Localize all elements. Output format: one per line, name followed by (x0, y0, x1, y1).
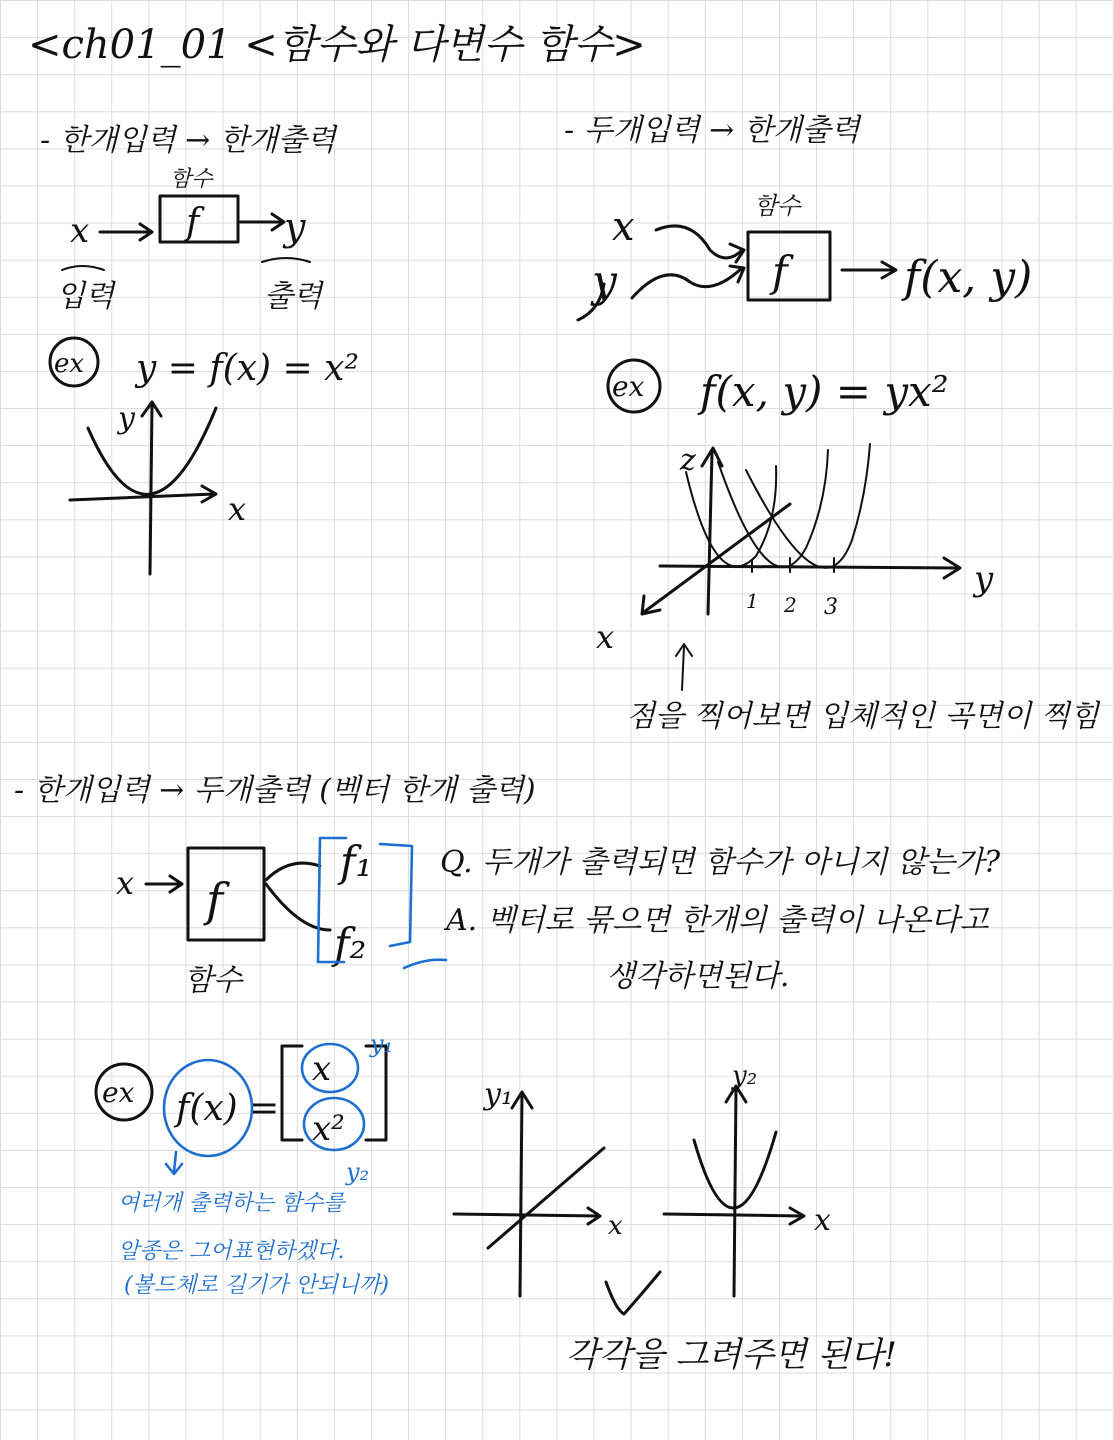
section3-blue-note-2: 알종은 그어표현하겠다. (118, 1239, 345, 1264)
section2-box-label: f (772, 247, 788, 296)
section1-box-label: f (186, 202, 200, 243)
section3-graph2-y-axis (726, 1086, 746, 1296)
section2-ex-label: ex (612, 370, 645, 403)
section2-arrow-y (632, 266, 744, 298)
section3-graph1-y-label: y₁ (484, 1077, 513, 1112)
section2-tick-1: 1 (746, 589, 759, 613)
section2-curve-1 (686, 466, 776, 567)
section3-example-lhs: f(x) = (176, 1088, 280, 1129)
section2-heading: - 두개입력 → 한개출력 (564, 113, 860, 148)
section3-graph1-x-label: x (608, 1211, 623, 1241)
section3-graph2-x-label: x (814, 1203, 831, 1238)
section2-axis-y: y (974, 559, 994, 599)
section1-axis-x: x (228, 490, 247, 528)
section3-answer-2: 생각하면된다. (606, 959, 790, 994)
section1-input-var: x (70, 211, 90, 251)
section2-func-label: 함수 (754, 192, 801, 220)
section3-answer-1: A. 벡터로 묶으면 한개의 출력이 나온다고 (446, 903, 989, 938)
section1-input-label: 입력 (56, 279, 114, 314)
section2-output: f(x, y) (904, 252, 1033, 303)
section3-func-label: 함수 (184, 963, 242, 998)
section3-vec-top: x (312, 1049, 332, 1089)
section3-output-2: f₂ (334, 919, 367, 968)
section2-curve-3 (746, 444, 870, 568)
section3-y2-label: y₂ (346, 1158, 370, 1186)
section3-graph2-y-label: y₂ (732, 1061, 758, 1091)
section2-note: 점을 찍어보면 입체적인 곡면이 찍힘 (626, 699, 1099, 734)
section1-output-brace (262, 258, 310, 262)
section2-arrow-x (656, 226, 744, 262)
section3-blue-mark (404, 960, 446, 968)
section1-output-label: 출력 (264, 279, 322, 314)
section2-input-y: y (592, 256, 617, 307)
section3-output-1: f₁ (340, 837, 373, 886)
section3-vec-bottom: x² (312, 1109, 345, 1149)
section3-arrow-in (146, 876, 182, 892)
section2-example-eq: f(x, y) = yx² (700, 367, 949, 416)
section2-tick-3: 3 (824, 595, 838, 620)
section2-input-x: x (612, 204, 635, 250)
section3-box-label: f (206, 873, 224, 927)
section1-axis-y: y (118, 401, 135, 436)
section3-blue-note-1: 여러개 출력하는 함수를 (118, 1191, 345, 1216)
section1-ex-label: ex (54, 349, 85, 379)
section3-question: Q. 두개가 출력되면 함수가 아니지 않는가? (440, 845, 1001, 880)
section3-heading: - 한개입력 → 두개출력 (벡터 한개 출력) (14, 773, 536, 808)
section1-input-brace (62, 266, 104, 270)
section1-y-axis (142, 402, 161, 574)
section3-graph1-y-axis (512, 1092, 532, 1296)
section1-func-label: 함수 (170, 167, 213, 192)
section1-arrow-in (100, 224, 152, 240)
section3-checkmark (606, 1272, 660, 1314)
section2-axis-z: z (680, 443, 696, 478)
section2-function-box (748, 232, 830, 300)
section2-note-arrow (676, 644, 692, 690)
section3-graph1-line (488, 1148, 604, 1248)
section3-input-var: x (116, 864, 135, 902)
section1-arrow-out (240, 214, 284, 230)
section3-blue-note-3: (볼드체로 길기가 안되니까) (124, 1273, 389, 1298)
section1-example-eq: y = f(x) = x² (136, 348, 359, 389)
section2-tick-marks (752, 558, 834, 572)
section3-blue-arrow (166, 1152, 182, 1174)
section2-tick-2: 2 (784, 593, 797, 617)
section1-heading: - 한개입력 → 한개출력 (40, 123, 336, 158)
section3-ex-label: ex (102, 1076, 135, 1109)
section1-output-var: y (284, 205, 306, 249)
section2-axis-x: x (596, 618, 615, 656)
section3-footer: 각각을 그려주면 된다! (566, 1335, 897, 1375)
section3-y1-label: y₁ (370, 1030, 394, 1058)
page-title: <ch01_01 <함수와 다변수 함수> (28, 22, 646, 68)
section3-function-box (188, 848, 264, 940)
section2-arrow-out (842, 262, 896, 278)
